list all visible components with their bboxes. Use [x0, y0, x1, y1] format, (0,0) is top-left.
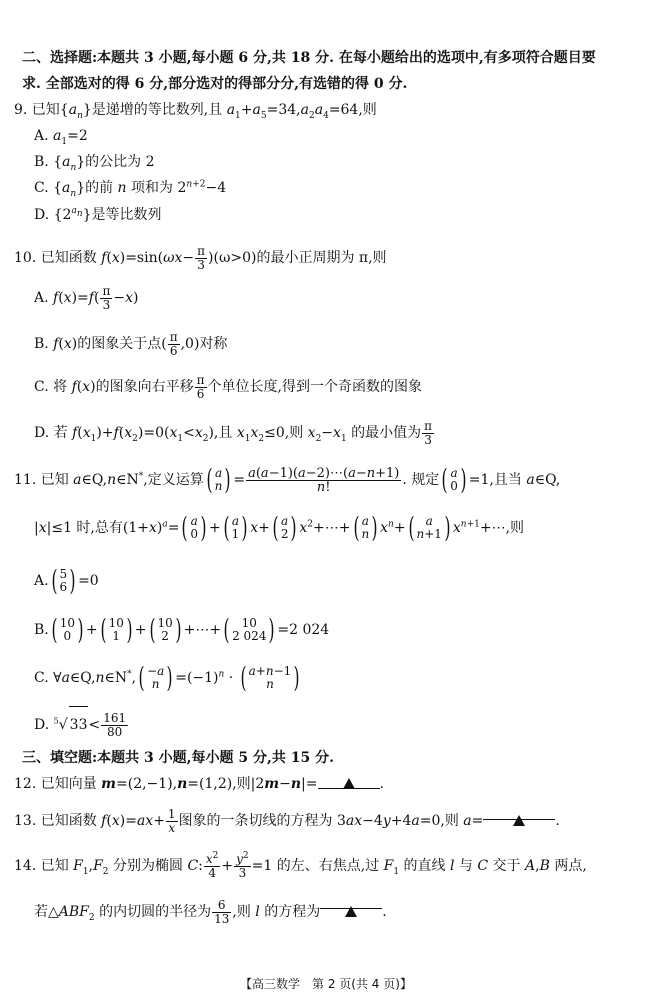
section2-header-line2: 求. 全部选对的得 6 分,部分选对的得部分分,有选错的得 0 分. [22, 76, 408, 92]
q11-option-d: D. $^5$√ 33< $\frac{161}{80}$ [34, 706, 652, 742]
q9-option-b: B. $\{a_n\}$的公比为 2 [34, 154, 155, 172]
answer-blank-q14[interactable] [320, 894, 382, 909]
triangle-marker-icon [513, 815, 525, 826]
q11-option-c: C. ∀a∈Q,n∈N*,( −a n ) $=(-1)^n$ · ( a+n−1 n ) [34, 661, 300, 694]
q10-option-a: A. f(x)=f( $\frac{\pi}{3}$ −x) [34, 283, 139, 312]
q13-stem: 13. 已知函数 f(x)=ax+ $\frac{1}{x}$ 图象的一条切线的方程为 3ax−4y+4a=0,则 a= . [14, 806, 560, 835]
q14-stem: 14. 已知 $F_1,F_2$ 分别为椭圆 C: $\frac{x^2}{4}$ + $\frac{y^2}{3}$ =1 的左、右焦点,过 $F_1$ 的直线 l 与 C 交于 A,B 两点, [14, 850, 587, 880]
q10-option-d: D. 若 $f(x_1)+f(x_2)=0(x_1<x_2)$,且 $x_1x_2\le 0$,则 $x_2-x_1$ 的最小值为 $\frac{\pi}{3}$ [34, 418, 433, 447]
q10-option-c: C. 将 f(x)的图象向右平移 $\frac{\pi}{6}$ 个单位长度,得到一个奇函数的图象 [34, 372, 422, 401]
triangle-marker-icon [343, 778, 355, 789]
q9-option-d: D. $\{2^{a_n}\}$是等比数列 [34, 206, 162, 223]
q9-option-a: A. $a_1=2$ [34, 128, 88, 146]
fraction-pi-over-3: $\frac{\pi}{3}$ [197, 243, 206, 272]
page-footer: 【高三数学 第 2 页(共 4 页)】 [240, 977, 412, 991]
section2-header-line1: 二、选择题:本题共 3 小题,每小题 6 分,共 18 分. 在每小题给出的选项中,有多项符合题目要 [22, 50, 596, 66]
q14-stem-line2: 若$\triangle ABF_2$ 的内切圆的半径为 $\frac{6}{13}$ ,则 l 的方程为 . [34, 894, 652, 930]
triangle-marker-icon [345, 906, 357, 917]
q10-option-b: B. f(x)的图象关于点( $\frac{\pi}{6}$ ,0)对称 [34, 329, 228, 358]
answer-blank-q13[interactable] [483, 805, 555, 820]
section3-header: 三、填空题:本题共 3 小题,每小题 5 分,共 15 分. [22, 750, 334, 766]
answer-blank-q12[interactable] [318, 774, 380, 789]
q11-stem: 11. 已知 a∈Q,n∈N*,定义运算( a n ) = $\frac{a(a-1)(a-2)\cdots(a-n+1)}{n!}$ . 规定( a 0 ) =1,且当 a∈Q, [14, 463, 561, 496]
q11-option-a: A.( 5 6 ) =0 [34, 564, 99, 597]
q11-option-b: B.( 10 0 ) +( 10 1 ) +( 10 2 ) +⋯+( 10 2 024 ) =2 024 [34, 613, 330, 646]
q12-stem: 12. 已知向量 m=(2,−1),n=(1,2),则|2m−n|= . [14, 776, 384, 792]
q10-stem: 10. 已知函数 f(x)=sin(ωx− $\frac{\pi}{3}$ )(ω>0)的最小正周期为 π,则 [14, 243, 387, 272]
q9-option-c: C. $\{a_n\}$的前 n 项和为 $2^{n+2}-4$ [34, 179, 227, 198]
q9-stem: 9. 已知$\{a_n\}$是递增的等比数列,且 $a_1+a_5=34,a_2a_4=64$,则 [14, 102, 377, 120]
q11-stem-line2: |x|≤1 时,总有$(1+x)^a=$( a 0 ) +( a 1 ) x+( a 2 ) $x^2+\cdots+$( a n ) $x^n+$( a n+1 ) $x^{n+1}+\cdots$,则 [34, 511, 525, 544]
